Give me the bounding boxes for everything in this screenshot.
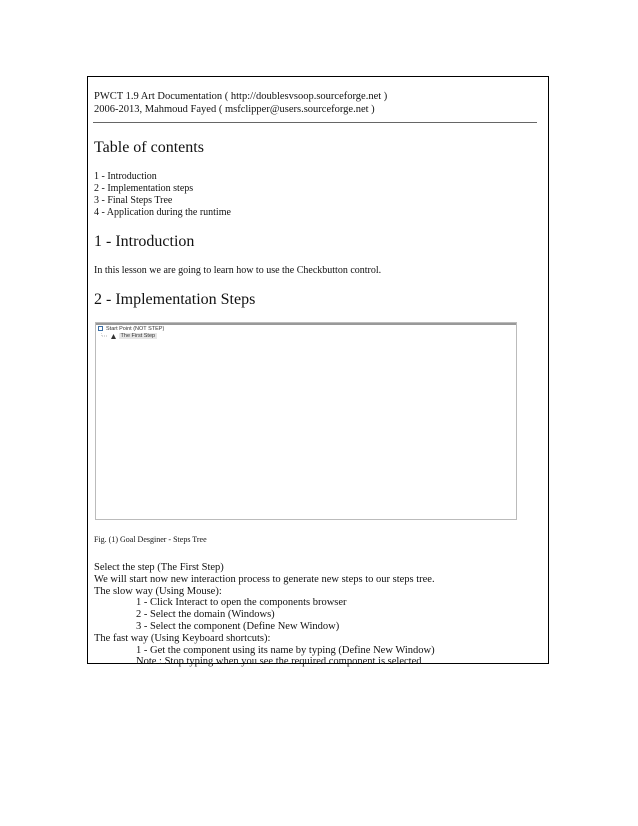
body-line-5: 2 - Select the domain (Windows)	[136, 609, 275, 620]
step-node-icon	[111, 334, 116, 339]
body-line-3: The slow way (Using Mouse):	[94, 586, 222, 597]
tree-root-node	[98, 326, 164, 332]
root-node-icon	[98, 326, 103, 331]
toc-item-introduction: 1 - Introduction	[94, 171, 157, 182]
impl-title: 2 - Implementation Steps	[94, 291, 256, 308]
toc-item-implementation-steps: 2 - Implementation steps	[94, 183, 194, 194]
figure-top-border	[96, 323, 516, 325]
tree-child-node	[101, 333, 157, 339]
toc-item-application-runtime: 4 - Application during the runtime	[94, 207, 231, 218]
toc-item-final-steps-tree: 3 - Final Steps Tree	[94, 195, 173, 206]
body-line-6: 3 - Select the component (Define New Window)	[136, 621, 340, 632]
tree-child-label: The First Step	[120, 333, 156, 340]
steps-tree-figure	[95, 322, 517, 520]
tree-connector-icon	[101, 333, 109, 339]
body-line-4: 1 - Click Interact to open the components browser	[136, 597, 347, 608]
tree-root-label: Start Point (NOT STEP)	[106, 326, 165, 332]
intro-title: 1 - Introduction	[94, 233, 195, 250]
body-line-7: The fast way (Using Keyboard shortcuts):	[94, 633, 271, 644]
body-line-2: We will start now new interaction process to generate new steps to our steps tree.	[94, 574, 435, 585]
header-line-2: 2006-2013, Mahmoud Fayed ( msfclipper@users.sourceforge.net )	[94, 104, 375, 115]
body-line-9: Note : Stop typing when you see the required component is selected	[136, 656, 422, 667]
figure-caption: Fig. (1) Goal Desginer - Steps Tree	[94, 535, 207, 544]
header-divider	[93, 122, 537, 123]
intro-text: In this lesson we are going to learn how to use the Checkbutton control.	[94, 265, 382, 276]
body-line-8: 1 - Get the component using its name by typing (Define New Window)	[136, 645, 435, 656]
header-line-1: PWCT 1.9 Art Documentation ( http://doublesvsoop.sourceforge.net )	[94, 91, 388, 102]
toc-title: Table of contents	[94, 139, 204, 156]
body-line-1: Select the step (The First Step)	[94, 562, 224, 573]
